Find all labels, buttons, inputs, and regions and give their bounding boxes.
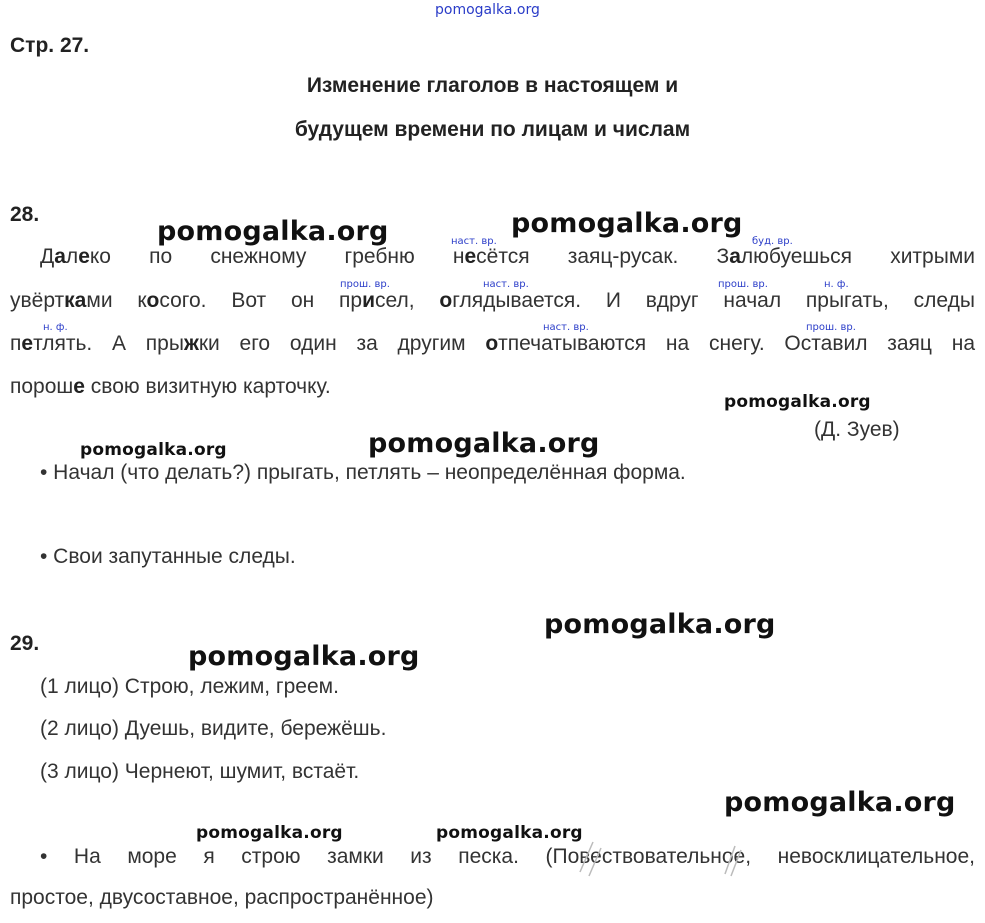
annotation-infinitive: н. ф.	[43, 322, 68, 333]
watermark: pomogalka.org	[188, 641, 420, 672]
watermark: pomogalka.org	[157, 216, 389, 247]
exercise-29-sentence-line-2: простое, двусоставное, распространённое)	[10, 886, 434, 909]
exercise-28-line-1: Далеко по снежному гребню несётся заяц-русак. Залюбуешься хитрыми	[40, 245, 975, 268]
exercise-29-second-person: (2 лицо) Дуешь, видите, бережёшь.	[40, 717, 387, 740]
scribble-mark	[575, 832, 745, 882]
watermark: pomogalka.org	[724, 787, 956, 818]
exercise-28-bullet-1: • Начал (что делать?) прыгать, петлять – неопределённая форма.	[40, 461, 686, 484]
watermark: pomogalka.org	[436, 823, 583, 843]
annotation-infinitive: н. ф.	[824, 279, 849, 290]
exercise-28-number: 28.	[10, 203, 40, 226]
annotation-present-tense: наст. вр.	[451, 236, 497, 247]
top-watermark: pomogalka.org	[435, 2, 540, 18]
exercise-28-line-3: петлять. А прыжки его один за другим отпечатываются на снегу. Оставил заяц на	[10, 332, 976, 355]
annotation-past-tense: прош. вр.	[718, 279, 768, 290]
exercise-29-first-person: (1 лицо) Строю, лежим, греем.	[40, 675, 339, 698]
exercise-29-third-person: (3 лицо) Чернеют, шумит, встаёт.	[40, 760, 360, 783]
page-title-line-1: Изменение глаголов в настоящем и	[306, 74, 679, 97]
watermark: pomogalka.org	[724, 392, 871, 412]
page-label: Стр. 27.	[10, 34, 90, 57]
watermark: pomogalka.org	[196, 823, 343, 843]
annotation-present-tense: наст. вр.	[483, 279, 529, 290]
exercise-28-bullet-2: • Свои запутанные следы.	[40, 545, 296, 568]
annotation-past-tense: прош. вр.	[806, 322, 856, 333]
watermark: pomogalka.org	[511, 208, 743, 239]
exercise-29-number: 29.	[10, 632, 40, 655]
annotation-future-tense: буд. вр.	[752, 236, 793, 247]
watermark: pomogalka.org	[544, 609, 776, 640]
exercise-29-sentence-line-1: • На море я строю замки из песка. (Повествовательное, невосклицательное,	[40, 845, 975, 868]
exercise-28-line-4: пороше свою визитную карточку.	[10, 375, 331, 398]
annotation-past-tense: прош. вр.	[340, 279, 390, 290]
watermark: pomogalka.org	[368, 428, 600, 459]
annotation-present-tense: наст. вр.	[543, 322, 589, 333]
page-title-line-2: будущем времени по лицам и числам	[294, 118, 691, 141]
author-attribution: (Д. Зуев)	[814, 418, 900, 441]
watermark: pomogalka.org	[80, 440, 227, 460]
exercise-28-line-2: увёртками косого. Вот он присел, оглядывается. И вдруг начал прыгать, следы	[10, 289, 975, 312]
